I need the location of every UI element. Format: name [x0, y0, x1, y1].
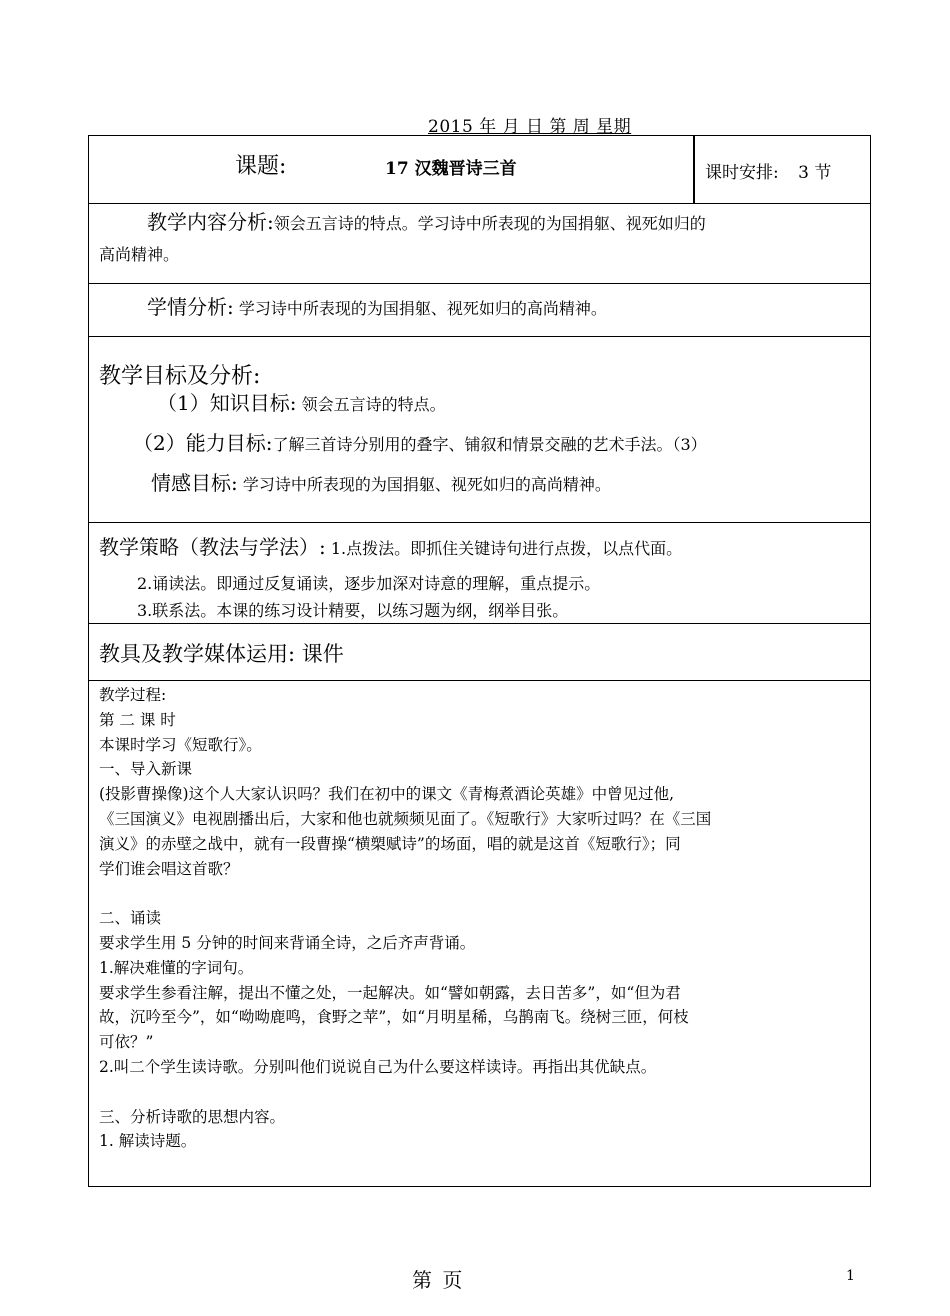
strategy-item-3: 3.联系法。本课的练习设计精要，以练习题为纲，纲举目张。 [137, 601, 569, 620]
content-analysis-label: 教学内容分析: [147, 210, 274, 234]
process-line: (投影曹操像)这个人大家认识吗？我们在初中的课文《青梅煮酒论英雄》中曾见过他, [99, 785, 675, 804]
teaching-process-row [89, 681, 870, 1186]
process-line: 要求学生用 5 分钟的时间来背诵全诗，之后齐声背诵。 [99, 933, 476, 952]
content-analysis-text [99, 207, 860, 270]
footer-page-number: 1 [846, 1268, 855, 1284]
student-analysis-text [99, 292, 860, 324]
knowledge-goal [157, 387, 446, 416]
process-line: 1.解决难懂的字词句。 [99, 958, 254, 977]
process-line: 二、诵读 [99, 909, 162, 928]
process-line: 三、分析诗歌的思想内容。 [99, 1107, 286, 1126]
content-analysis-line2: 高尚精神。 [99, 245, 180, 264]
process-line: 故，沉吟至今”，如“呦呦鹿鸣，食野之苹”，如“月明星稀，乌鹊南飞。绕树三匝，何枝 [99, 1008, 689, 1027]
teaching-strategy-row [89, 523, 870, 624]
date-line: 2015 年 月 日 第 周 星期 [428, 117, 632, 137]
process-line: 1. 解读诗题。 [99, 1132, 197, 1151]
lesson-title-label: 课题: [235, 154, 287, 179]
emotion-goal [151, 467, 611, 496]
process-line: 教学过程: [99, 686, 167, 704]
class-hours-label: 课时安排: [705, 163, 779, 183]
emotion-goal-text: 学习诗中所表现的为国捐躯、视死如归的高尚精神。 [242, 475, 611, 494]
strategy-heading: 教学策略（教法与学法）: [99, 535, 326, 559]
student-analysis-row [89, 284, 870, 337]
ability-goal [133, 427, 707, 456]
teaching-tools-row [89, 624, 870, 681]
strategy-item-2: 2.诵读法。即通过反复诵读，逐步加深对诗意的理解，重点提示。 [137, 574, 601, 593]
class-hours-value: 3 节 [798, 163, 832, 183]
content-analysis-row [89, 204, 870, 284]
process-line: 《三国演义》电视剧播出后，大家和他也就频频见面了。《短歌行》大家听过吗？在《三国 [99, 809, 712, 828]
process-line: 第 二 课 时 [99, 710, 176, 729]
ability-goal-label: （2）能力目标: [133, 431, 273, 455]
knowledge-goal-label: （1）知识目标: [157, 391, 297, 415]
title-row [89, 136, 870, 204]
process-line: 本课时学习《短歌行》。 [99, 735, 262, 754]
content-analysis-line1: 领会五言诗的特点。学习诗中所表现的为国捐躯、视死如归的 [273, 214, 706, 233]
process-line: 可依？” [99, 1033, 154, 1052]
teaching-process-lines [99, 683, 862, 1154]
column-divider [693, 136, 695, 204]
lesson-title: 17 汉魏晋诗三首 [385, 159, 517, 179]
strategy-item-1: 1.点拨法。即抓住关键诗句进行点拨，以点代面。 [330, 539, 683, 558]
process-line: 要求学生参看注解，提出不懂之处，一起解决。如“譬如朝露，去日苦多”，如“但为君 [99, 983, 681, 1002]
teaching-goals-row [89, 337, 870, 523]
process-line: 演义》的赤壁之战中，就有一段曹操“横槊赋诗”的场面，唱的就是这首《短歌行》；同 [99, 834, 681, 853]
emotion-goal-label: 情感目标: [151, 471, 238, 495]
strategy-line1 [99, 531, 682, 560]
student-analysis-value: 学习诗中所表现的为国捐躯、视死如归的高尚精神。 [238, 299, 607, 318]
ability-goal-text: 了解三首诗分别用的叠字、铺叙和情景交融的艺术手法。（3） [272, 435, 707, 454]
process-line: 学们谁会唱这首歌？ [99, 859, 239, 878]
student-analysis-label: 学情分析: [147, 295, 234, 319]
class-hours [705, 158, 831, 183]
process-line: 一、导入新课 [99, 760, 193, 779]
teaching-tools-text: 教具及教学媒体运用: 课件 [99, 642, 344, 666]
process-blank-line [99, 881, 862, 906]
lesson-plan-table [88, 135, 871, 1187]
goals-heading: 教学目标及分析: [99, 364, 261, 389]
process-blank-line [99, 1080, 862, 1105]
process-line: 2.叫二个学生读诗歌。分别叫他们说说自己为什么要这样读诗。再指出其优缺点。 [99, 1057, 657, 1076]
knowledge-goal-text: 领会五言诗的特点。 [301, 395, 446, 414]
footer-page-label: 第 页 [412, 1268, 465, 1292]
